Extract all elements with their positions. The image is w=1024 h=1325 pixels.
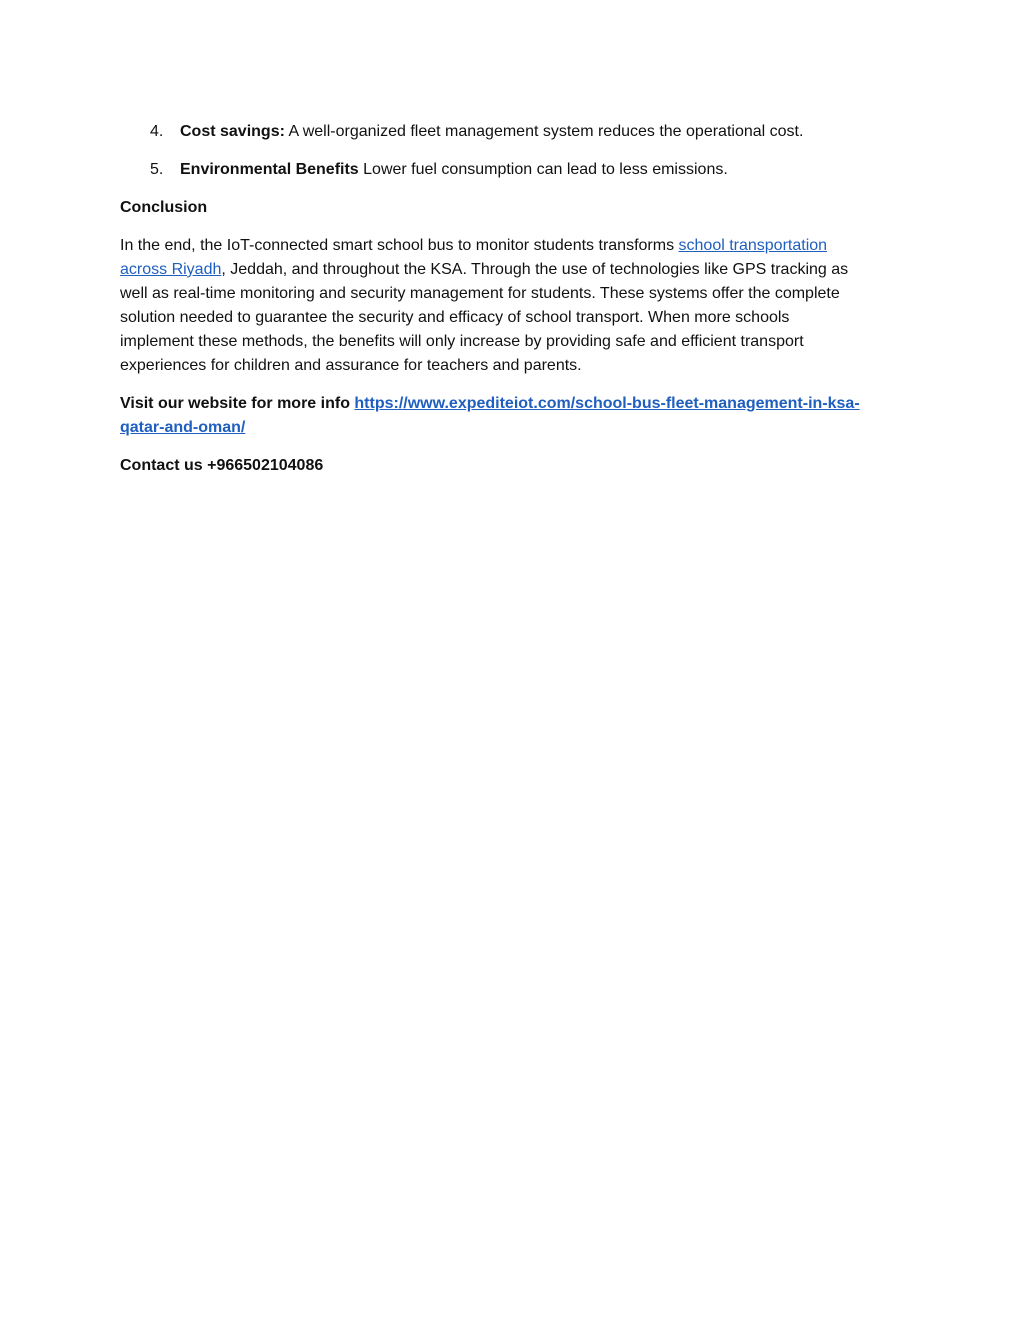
list-text: [180, 120, 890, 144]
contact-line: Contact us +966502104086: [120, 457, 324, 474]
list-item-description: Lower fuel consumption can lead to less emissions.: [358, 161, 728, 178]
list-item: [120, 158, 890, 182]
visit-website-paragraph: [120, 392, 890, 440]
school-transportation-link[interactable]: school transportation: [678, 237, 828, 254]
paragraph-line: implement these methods, the benefits will only increase by providing safe and efficient transport: [120, 333, 804, 350]
list-number: 5.: [150, 161, 164, 178]
visit-label: Visit our website for more info: [120, 395, 355, 412]
paragraph-line: [120, 258, 890, 282]
paragraph-line: [120, 416, 890, 440]
paragraph-line: experiences for children and assurance for teachers and parents.: [120, 357, 582, 374]
paragraph-line: well as real-time monitoring and security management for students. These systems offer the complete: [120, 285, 840, 302]
list-item-title: Cost savings:: [180, 123, 285, 140]
paragraph-line: [120, 392, 890, 416]
list-number: 4.: [150, 123, 164, 140]
school-transportation-link-continued[interactable]: across Riyadh: [120, 261, 222, 278]
conclusion-heading: Conclusion: [120, 199, 208, 216]
conclusion-after-link: , Jeddah, and throughout the KSA. Through the use of technologies like GPS tracking as: [221, 261, 849, 278]
benefits-list: [120, 120, 890, 182]
paragraph-line: solution needed to guarantee the security and efficacy of school transport. When more schools: [120, 309, 790, 326]
list-text: [180, 158, 890, 182]
conclusion-intro: In the end, the IoT-connected smart school bus to monitor students transforms: [120, 237, 679, 254]
website-url-link-continued[interactable]: qatar-and-oman/: [120, 419, 246, 436]
document-content: [120, 120, 890, 492]
paragraph-line: [120, 234, 890, 258]
website-url-link[interactable]: https://www.expediteiot.com/school-bus-fleet-management-in-ksa-: [354, 395, 860, 412]
conclusion-paragraph: [120, 234, 890, 378]
list-item-description: A well-organized fleet management system reduces the operational cost.: [284, 123, 804, 140]
list-item: [120, 120, 890, 144]
list-item-title: Environmental Benefits: [180, 161, 359, 178]
